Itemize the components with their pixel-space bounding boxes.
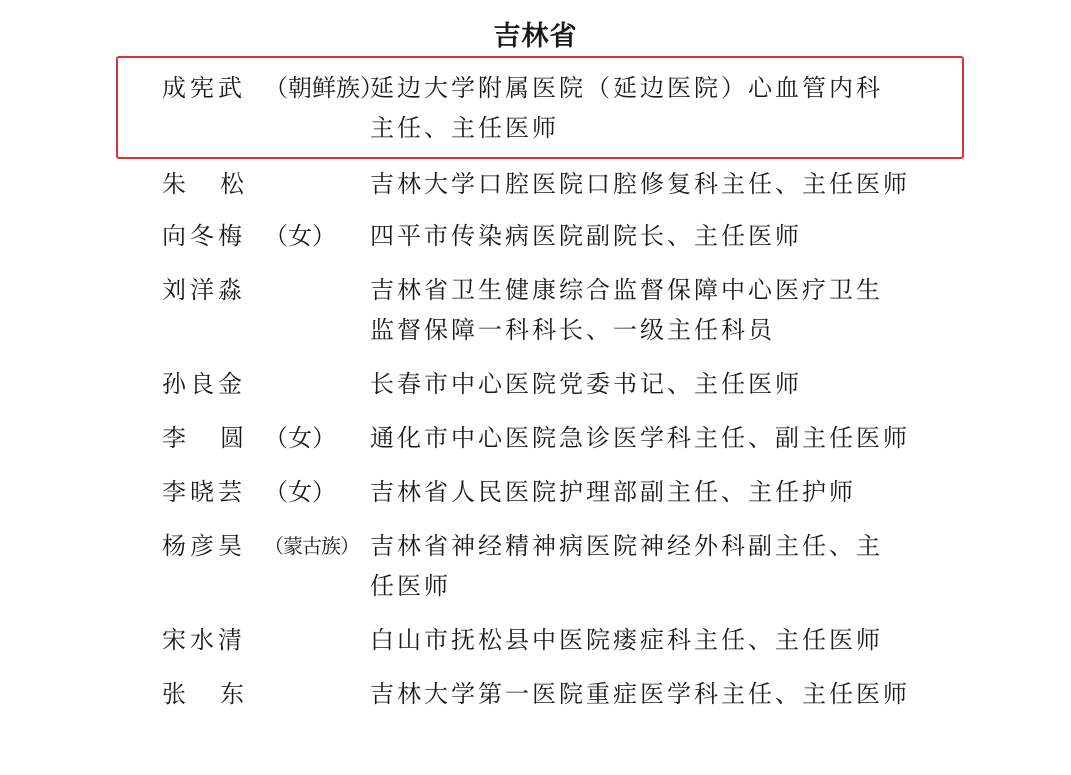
person-title bbox=[370, 216, 950, 256]
person-title bbox=[370, 68, 950, 148]
title-line: 吉林大学第一医院重症医学科主任、主任医师 bbox=[370, 680, 910, 708]
name-char: 圆 bbox=[220, 424, 244, 452]
person-name: 李晓芸 bbox=[162, 478, 246, 506]
person-title bbox=[370, 270, 950, 350]
title-line: 长春市中心医院党委书记、主任医师 bbox=[370, 370, 802, 398]
person-title bbox=[370, 674, 950, 714]
title-line: 吉林大学口腔医院口腔修复科主任、主任医师 bbox=[370, 170, 910, 198]
person-name: 向冬梅 bbox=[162, 222, 246, 250]
title-line: 延边大学附属医院（延边医院）心血管内科 bbox=[370, 74, 883, 102]
title-line: 吉林省卫生健康综合监督保障中心医疗卫生 bbox=[370, 276, 883, 304]
title-line: 吉林省人民医院护理部副主任、主任护师 bbox=[370, 478, 856, 506]
name-char: 朱 bbox=[162, 170, 186, 198]
title-line: 任医师 bbox=[370, 572, 451, 600]
person-name: 杨彦昊 bbox=[162, 532, 246, 560]
person-title bbox=[370, 526, 950, 606]
person-note: （女） bbox=[264, 478, 336, 506]
province-title: 吉林省 bbox=[493, 21, 578, 52]
title-line: 监督保障一科科长、一级主任科员 bbox=[370, 316, 775, 344]
person-name: 刘洋淼 bbox=[162, 276, 246, 304]
name-char: 张 bbox=[162, 680, 186, 708]
person-name: 成宪武 bbox=[162, 74, 246, 102]
title-line: 四平市传染病医院副院长、主任医师 bbox=[370, 222, 802, 250]
name-char: 东 bbox=[220, 680, 244, 708]
person-name: 孙良金 bbox=[162, 370, 246, 398]
name-char: 李 bbox=[162, 424, 186, 452]
person-title bbox=[370, 620, 950, 660]
title-line: 吉林省神经精神病医院神经外科副主任、主 bbox=[370, 532, 883, 560]
person-note: （女） bbox=[264, 424, 336, 452]
person-title bbox=[370, 418, 950, 458]
title-line: 通化市中心医院急诊医学科主任、副主任医师 bbox=[370, 424, 910, 452]
person-title bbox=[370, 472, 950, 512]
title-line: 白山市抚松县中医院瘘症科主任、主任医师 bbox=[370, 626, 883, 654]
person-note: （朝鲜族） bbox=[264, 74, 384, 102]
name-char: 松 bbox=[220, 170, 244, 198]
person-note: （女） bbox=[264, 222, 336, 250]
person-name: 宋水清 bbox=[162, 626, 246, 654]
person-note: （蒙古族） bbox=[264, 534, 359, 558]
person-title bbox=[370, 364, 950, 404]
title-line: 主任、主任医师 bbox=[370, 114, 559, 142]
person-title bbox=[370, 164, 950, 204]
